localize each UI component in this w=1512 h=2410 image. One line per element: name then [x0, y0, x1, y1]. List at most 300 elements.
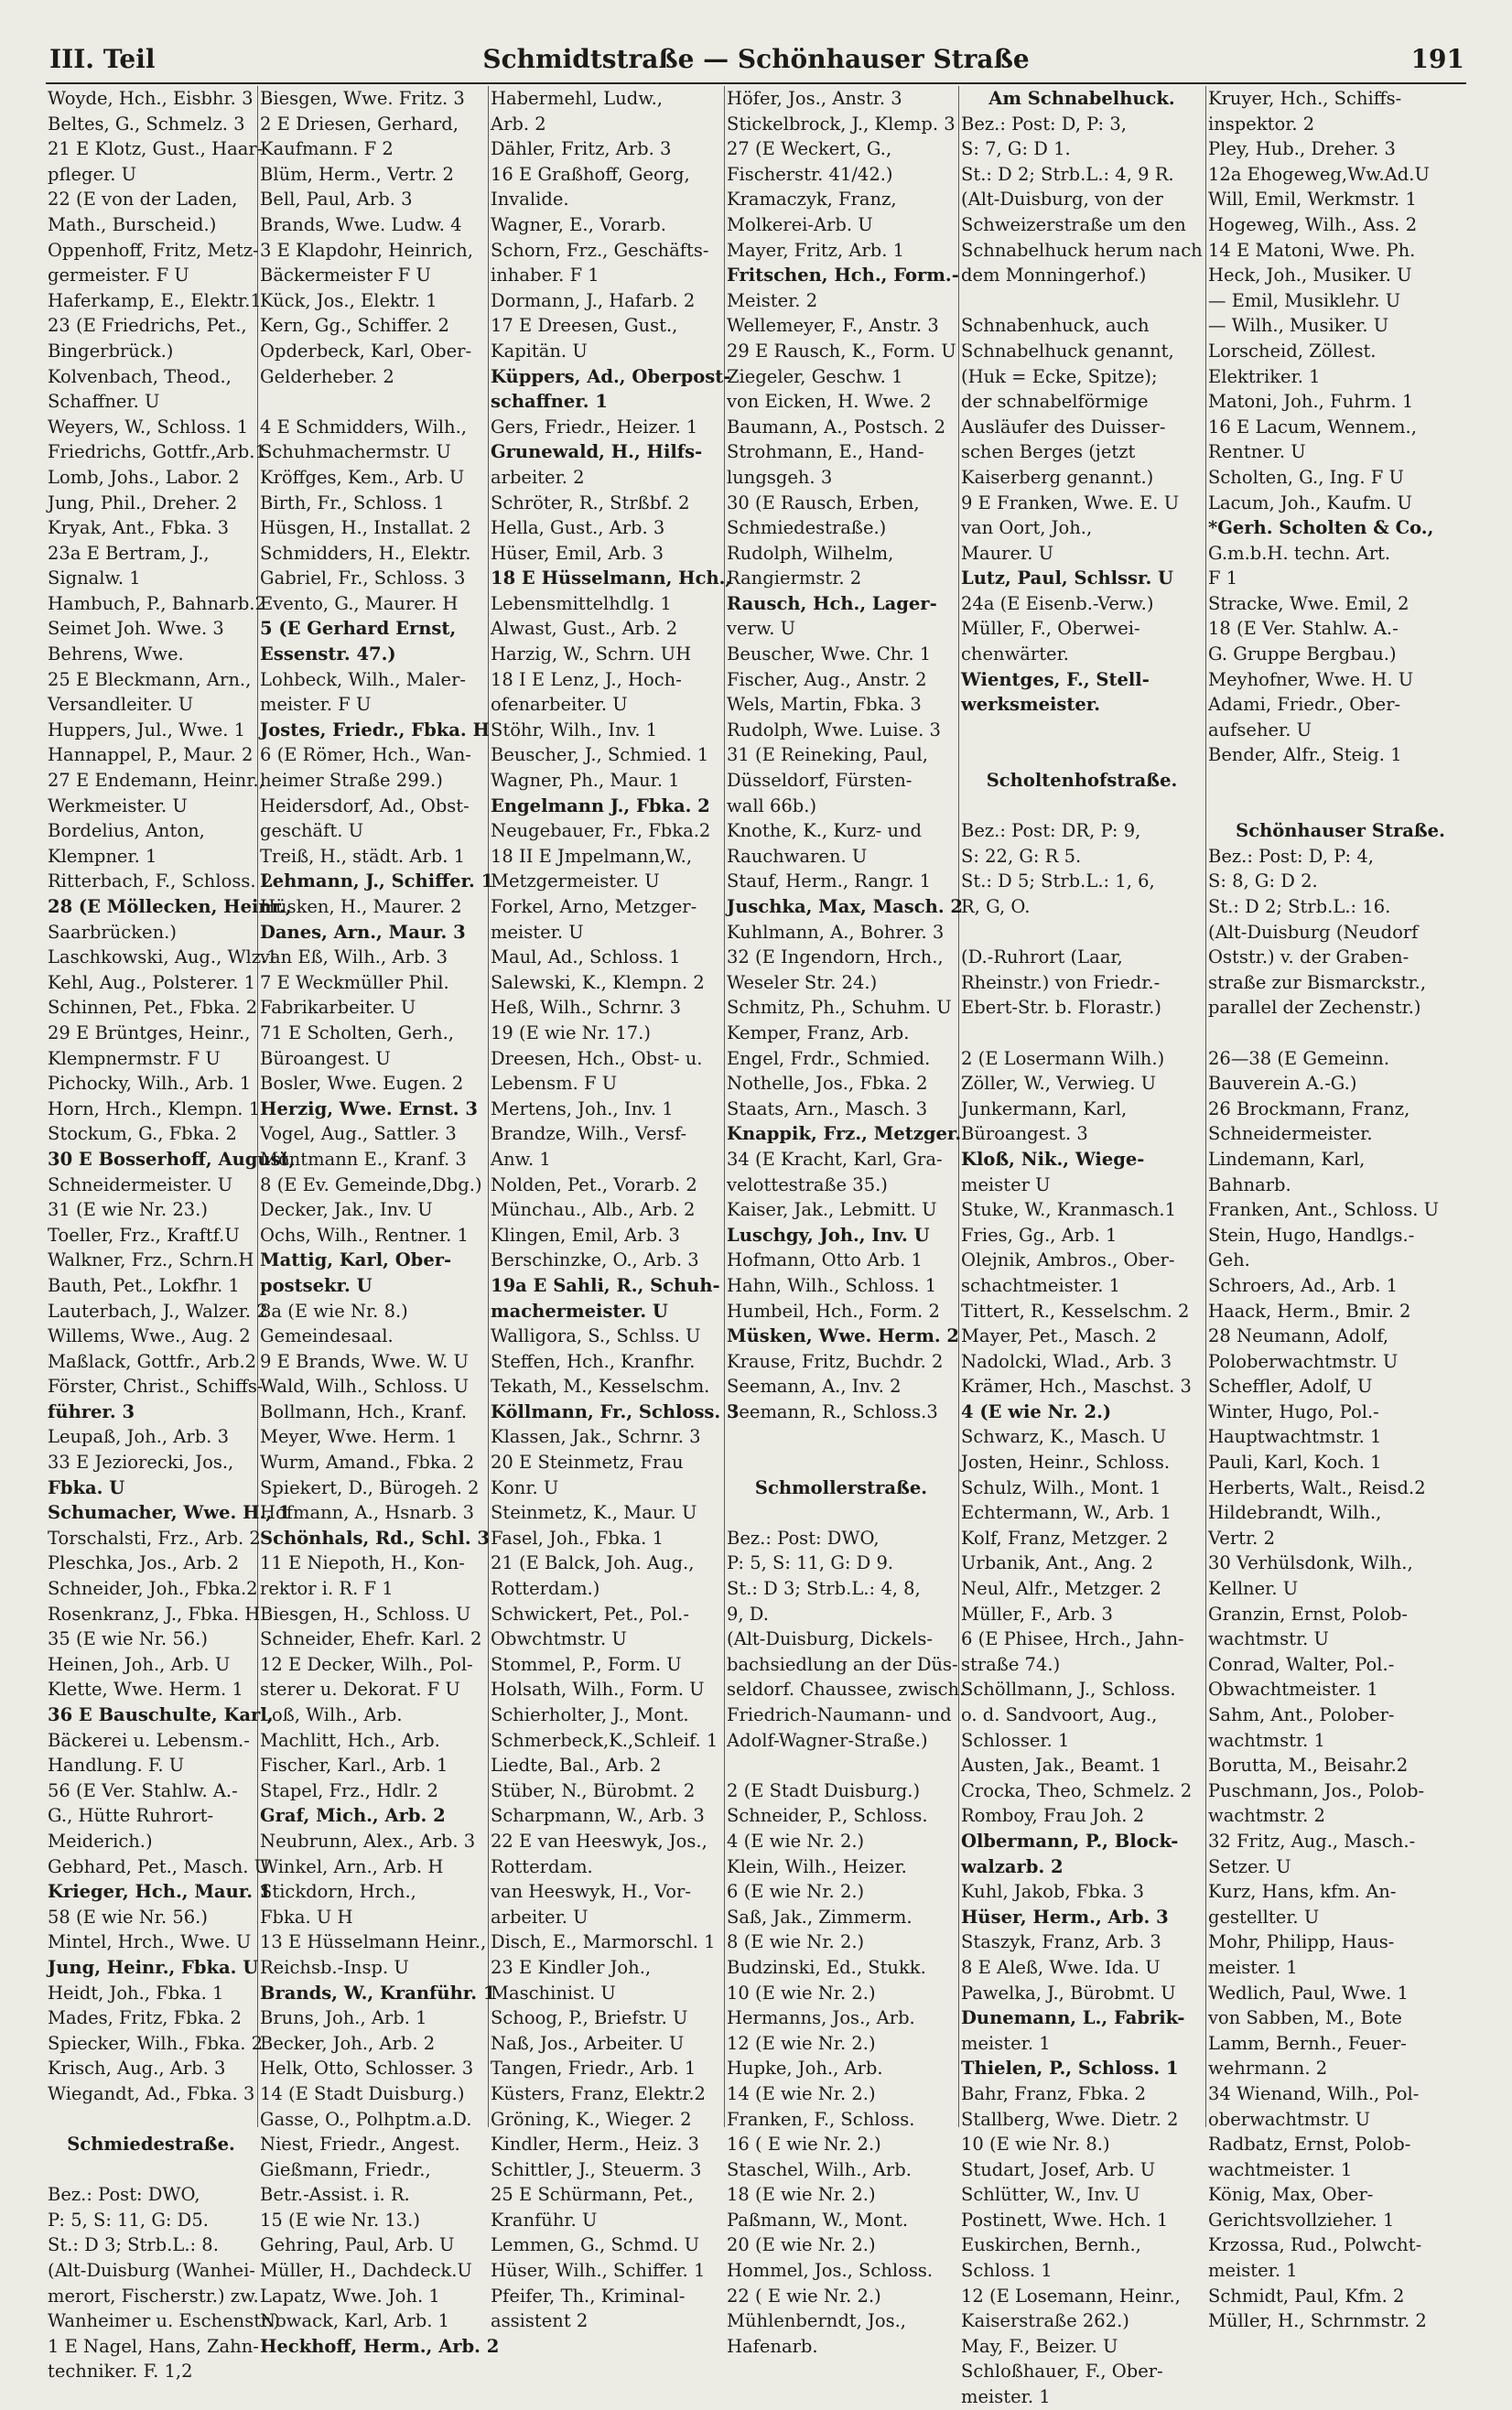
entry-line: Lamm, Bernh., Feuer-: [1208, 2032, 1407, 2054]
entry-line: Staschel, Wilh., Arb.: [727, 2158, 912, 2180]
entry-line: [1208, 768, 1473, 794]
entry-line: Baumann, A., Postsch. 2: [727, 416, 946, 438]
entry-line: Kapitän. U: [491, 340, 588, 362]
entry-line: Müsken, Wwe. Herm. 2: [727, 1325, 959, 1347]
entry-line: walzarb. 2: [961, 1855, 1064, 1877]
entry-line: Maurer. U: [961, 542, 1054, 564]
entry-line: seldorf. Chaussee, zwisch.: [727, 1679, 966, 1701]
entry-line: Wagner, Ph., Maur. 1: [491, 770, 680, 792]
entry-line: Stockum, G., Fbka. 2: [48, 1123, 237, 1145]
entry-line: Mayer, Fritz, Arb. 1: [727, 239, 905, 261]
entry-line: Höfer, Jos., Anstr. 3: [727, 88, 902, 109]
entry-line: 2 (E Stadt Duisburg.): [727, 1779, 921, 1801]
entry-line: Saarbrücken.): [48, 921, 177, 943]
entry-line: [961, 742, 1203, 768]
entry-line: Dormann, J., Hafarb. 2: [491, 289, 696, 311]
entry-line: chenwärter.: [961, 643, 1069, 665]
entry-line: Postinett, Wwe. Hch. 1: [961, 2209, 1169, 2231]
entry-line: meister. F U: [260, 694, 372, 716]
entry-line: Beuscher, J., Schmied. 1: [491, 744, 709, 766]
entry-line: 31 (E Reineking, Paul,: [727, 744, 928, 766]
entry-line: rektor i. R. F 1: [260, 1578, 394, 1600]
entry-line: Steffen, Hch., Kranfhr.: [491, 1350, 696, 1372]
entry-line: 1 E Nagel, Hans, Zahn-: [48, 2335, 259, 2357]
entry-line: Hüser, Herm., Arb. 3: [961, 1906, 1169, 1928]
entry-line: arbeiter. U: [491, 1906, 589, 1928]
entry-line: Oppenhoff, Fritz, Metz-: [48, 239, 259, 261]
entry-line: 6 (E Römer, Hch., Wan-: [260, 744, 471, 766]
entry-line: *Gerh. Scholten & Co.,: [1208, 517, 1434, 539]
entry-line: (Alt-Duisburg (Neudorf: [1208, 921, 1419, 943]
entry-line: Dunemann, L., Fabrik-: [961, 2007, 1185, 2029]
entry-line: St.: D 3; Strb.L.: 4, 8,: [727, 1578, 921, 1600]
entry-line: 23 (E Friedrichs, Pet.,: [48, 315, 247, 337]
entry-line: Lehmann, J., Schiffer. 1: [260, 870, 494, 892]
entry-line: Werkmeister. U: [48, 794, 188, 816]
entry-line: 20 (E wie Nr. 2.): [727, 2234, 876, 2256]
entry-line: Weyers, W., Schloss. 1: [48, 416, 249, 438]
entry-line: Müller, F., Arb. 3: [961, 1603, 1113, 1625]
entry-line: Bahr, Franz, Fbka. 2: [961, 2082, 1147, 2104]
entry-line: Bez.: Post: D, P: 3,: [961, 113, 1127, 135]
entry-line: — Emil, Musiklehr. U: [1208, 289, 1401, 311]
entry-line: Schnabelhuck genannt,: [961, 340, 1174, 362]
entry-line: Franken, Ant., Schloss. U: [1208, 1199, 1440, 1221]
entry-line: Luschgy, Joh., Inv. U: [727, 1224, 930, 1246]
entry-line: Gebhard, Pet., Masch. U: [48, 1855, 270, 1877]
entry-line: Hambuch, P., Bahnarb.2: [48, 592, 266, 614]
entry-line: 18 E Hüsselmann, Hch.,: [491, 567, 732, 589]
entry-line: Schneider, Ehefr. Karl. 2: [260, 1628, 482, 1650]
entry-line: Köllmann, Fr., Schloss. 3: [491, 1400, 740, 1422]
entry-line: Rotterdam.: [491, 1855, 593, 1877]
entry-line: Junkermann, Karl,: [961, 1097, 1128, 1119]
entry-line: Engel, Frdr., Schmied.: [727, 1047, 931, 1069]
entry-line: Lutz, Paul, Schlssr. U: [961, 567, 1174, 589]
page-number: 191: [1410, 44, 1464, 74]
entry-line: Rudolph, Wilhelm,: [727, 542, 894, 564]
entry-line: Heck, Joh., Musiker. U: [1208, 265, 1412, 286]
entry-line: Gröning, K., Wieger. 2: [491, 2108, 692, 2130]
entry-line: Alwast, Gust., Arb. 2: [491, 618, 678, 640]
entry-line: Disch, E., Marmorschl. 1: [491, 1931, 716, 1953]
directory-column-3: [489, 86, 740, 2332]
entry-line: Stüber, N., Bürobmt. 2: [491, 1779, 696, 1801]
entry-line: Kellner. U: [1208, 1578, 1299, 1600]
entry-line: Loß, Wilh., Arb.: [260, 1704, 403, 1725]
street-heading: Schönhauser Straße.: [1236, 820, 1445, 842]
entry-line: St.: D 5; Strb.L.: 1, 6,: [961, 870, 1155, 892]
entry-line: wachtmeister. 1: [1208, 2158, 1353, 2180]
entry-line: Zöller, W., Verwieg. U: [961, 1073, 1157, 1095]
entry-line: Schmidt, Paul, Kfm. 2: [1208, 2285, 1405, 2307]
entry-line: [727, 1424, 956, 1450]
entry-line: Gasse, O., Polhptm.a.D.: [260, 2108, 472, 2130]
entry-line: Kindler, Herm., Heiz. 3: [491, 2134, 700, 2156]
entry-line: Staats, Arn., Masch. 3: [727, 1097, 928, 1119]
entry-line: Bahnarb.: [1208, 1173, 1291, 1195]
entry-line: Hofmann, A., Hsnarb. 3: [260, 1502, 475, 1524]
entry-line: 8 (E Ev. Gemeinde,Dbg.): [260, 1173, 482, 1195]
entry-line: Obwachtmeister. 1: [1208, 1679, 1378, 1701]
entry-line: techniker. F. 1,2: [48, 2361, 193, 2383]
entry-line: Hofmann, Otto Arb. 1: [727, 1249, 923, 1271]
entry-line: G., Hütte Ruhrort-: [48, 1805, 214, 1827]
entry-line: Seemann, R., Schloss.3: [727, 1400, 938, 1422]
entry-line: Schinnen, Pet., Fbka. 2: [48, 997, 258, 1019]
entry-line: 16 E Graßhoff, Georg,: [491, 163, 690, 185]
entry-line: [1208, 794, 1473, 819]
entry-line: 2 (E Losermann Wilh.): [961, 1047, 1165, 1069]
entry-line: Kaiserstraße 262.): [961, 2310, 1129, 2332]
entry-line: Willems, Wwe., Aug. 2: [48, 1325, 251, 1347]
entry-line: meister. 1: [1208, 2260, 1298, 2282]
entry-line: Betr.-Assist. i. R.: [260, 2184, 410, 2206]
entry-line: Hupke, Joh., Arb.: [727, 2058, 883, 2080]
page-header: [46, 40, 1466, 84]
entry-line: Lorscheid, Zöllest.: [1208, 340, 1377, 362]
entry-line: Tittert, R., Kesselschm. 2: [961, 1300, 1190, 1322]
entry-line: Biesgen, Wwe. Fritz. 3: [260, 88, 465, 109]
directory-column-6: [1206, 86, 1475, 2332]
entry-line: 18 I E Lenz, J., Hoch-: [491, 668, 682, 690]
entry-line: Hogeweg, Wilh., Ass. 2: [1208, 213, 1418, 235]
street-heading: Am Schnabelhuck.: [988, 88, 1175, 109]
entry-line: Heß, Wilh., Schrnr. 3: [491, 997, 681, 1019]
entry-line: van Oort, Joh.,: [961, 517, 1093, 539]
entry-line: Engelmann J., Fbka. 2: [491, 794, 710, 816]
entry-line: Math., Burscheid.): [48, 213, 217, 235]
entry-line: Echtermann, W., Arb. 1: [961, 1502, 1172, 1524]
entry-line: Holsath, Wilh., Form. U: [491, 1679, 705, 1701]
entry-line: Schulz, Wilh., Mont. 1: [961, 1476, 1161, 1498]
entry-line: Granzin, Ernst, Polob-: [1208, 1603, 1409, 1625]
entry-line: Thielen, P., Schloss. 1: [961, 2058, 1179, 2080]
entry-line: Habermehl, Ludw.,: [491, 88, 663, 109]
entry-line: der schnabelförmige: [961, 391, 1149, 413]
entry-line: wall 66b.): [727, 794, 817, 816]
entry-line: Lindemann, Karl,: [1208, 1148, 1366, 1170]
entry-line: Bez.: Post: DWO,: [727, 1527, 880, 1549]
entry-line: Urbanik, Ant., Ang. 2: [961, 1552, 1153, 1574]
entry-line: Küppers, Ad., Oberpost-: [491, 365, 731, 387]
entry-line: Romboy, Frau Joh. 2: [961, 1805, 1145, 1827]
entry-line: von Eicken, H. Wwe. 2: [727, 391, 932, 413]
entry-line: Decker, Jak., Inv. U: [260, 1199, 433, 1221]
entry-line: meister. 1: [961, 2386, 1051, 2408]
entry-line: Lebensmittelhdlg. 1: [491, 592, 672, 614]
entry-line: Olbermann, P., Block-: [961, 1830, 1179, 1852]
entry-line: Salewski, K., Klempn. 2: [491, 971, 705, 993]
entry-line: 6 (E Phisee, Hrch., Jahn-: [961, 1628, 1184, 1650]
entry-line: Reichsb.-Insp. U: [260, 1956, 409, 1978]
entry-line: 9 E Franken, Wwe. E. U: [961, 492, 1180, 513]
entry-line: ofenarbeiter. U: [491, 694, 628, 716]
entry-line: Schaffner. U: [48, 391, 160, 413]
entry-line: heimer Straße 299.): [260, 770, 443, 792]
entry-line: 8a (E wie Nr. 8.): [260, 1300, 408, 1322]
entry-line: Steinmetz, K., Maur. U: [491, 1502, 697, 1524]
entry-line: Beltes, G., Schmelz. 3: [48, 113, 245, 135]
entry-line: Franken, F., Schloss.: [727, 2108, 915, 2130]
entry-line: Stallberg, Wwe. Dietr. 2: [961, 2108, 1179, 2130]
entry-line: 16 E Lacum, Wennem.,: [1208, 416, 1417, 438]
entry-line: Oststr.) v. der Graben-: [1208, 946, 1409, 968]
entry-line: schaffner. 1: [491, 391, 608, 413]
entry-line: Borutta, M., Beisahr.2: [1208, 1755, 1409, 1777]
entry-line: Kurz, Hans, kfm. An-: [1208, 1881, 1397, 1903]
entry-line: 7 E Weckmüller Phil.: [260, 971, 449, 993]
entry-line: Machlitt, Hch., Arb.: [260, 1729, 440, 1751]
entry-line: Schmerbeck,K.,Schleif. 1: [491, 1729, 718, 1751]
entry-line: Winkel, Arn., Arb. H: [260, 1855, 444, 1877]
entry-line: Müller, H., Schrnmstr. 2: [1208, 2310, 1427, 2332]
entry-line: Lauterbach, J., Walzer. 2: [48, 1300, 268, 1322]
entry-line: 12 (E Losemann, Heinr.,: [961, 2285, 1181, 2307]
entry-line: wehrmann. 2: [1208, 2058, 1328, 2080]
entry-line: Kröffges, Kem., Arb. U: [260, 466, 465, 488]
entry-line: R, G, O.: [961, 896, 1031, 917]
entry-line: P: 5, S: 11, G: D5.: [48, 2209, 209, 2231]
entry-line: Mayer, Pet., Masch. 2: [961, 1325, 1157, 1347]
entry-line: Bauth, Pet., Lokfhr. 1: [48, 1274, 240, 1296]
entry-line: 19 (E wie Nr. 17.): [491, 1021, 651, 1043]
entry-line: (Huk = Ecke, Spitze);: [961, 365, 1158, 387]
entry-line: 34 (E Kracht, Karl, Gra-: [727, 1148, 943, 1170]
entry-line: 12 E Decker, Wilh., Pol-: [260, 1653, 473, 1675]
entry-line: Kehl, Aug., Polsterer. 1: [48, 971, 256, 993]
entry-line: Vogel, Aug., Sattler. 3: [260, 1123, 457, 1145]
entry-line: Adolf-Wagner-Straße.): [727, 1729, 928, 1751]
entry-line: Nadolcki, Wlad., Arb. 3: [961, 1350, 1172, 1372]
entry-line: 30 (E Rausch, Erben,: [727, 492, 920, 513]
entry-line: Olejnik, Ambros., Ober-: [961, 1249, 1175, 1271]
entry-line: Mohr, Philipp, Haus-: [1208, 1931, 1395, 1953]
entry-line: Knappik, Frz., Metzger.: [727, 1123, 962, 1145]
entry-line: Wagner, E., Vorarb.: [491, 213, 666, 235]
entry-line: Rheinstr.) von Friedr.-: [961, 971, 1161, 993]
entry-line: 30 E Bosserhoff, August,: [48, 1148, 296, 1170]
entry-line: Krieger, Hch., Maur. 1: [48, 1881, 272, 1903]
entry-line: Puschmann, Jos., Polob-: [1208, 1779, 1425, 1801]
entry-line: meister. U: [491, 921, 584, 943]
entry-line: Lemmen, G., Schmd. U: [491, 2234, 700, 2256]
entry-line: Wellemeyer, F., Anstr. 3: [727, 315, 939, 337]
entry-line: St.: D 3; Strb.L.: 8.: [48, 2234, 219, 2256]
entry-line: Blüm, Herm., Vertr. 2: [260, 163, 454, 185]
entry-line: Berschinzke, O., Arb. 3: [491, 1249, 699, 1271]
entry-line: Schorn, Frz., Geschäfts-: [491, 239, 709, 261]
entry-line: 29 E Brüntges, Heinr.,: [48, 1021, 251, 1043]
entry-line: Münchau., Alb., Arb. 2: [491, 1199, 696, 1221]
entry-line: Schuhmachermstr. U: [260, 441, 451, 463]
entry-line: Kolvenbach, Theod.,: [48, 365, 232, 387]
entry-line: Harzig, W., Schrn. UH: [491, 643, 692, 665]
entry-line: Hüsgen, H., Installat. 2: [260, 517, 471, 539]
entry-line: 12 (E wie Nr. 2.): [727, 2032, 876, 2054]
entry-line: Schneidermeister. U: [48, 1173, 233, 1195]
entry-line: Ebert-Str. b. Florastr.): [961, 997, 1161, 1019]
entry-line: Heinen, Joh., Arb. U: [48, 1653, 231, 1675]
entry-line: Krisch, Aug., Arb. 3: [48, 2058, 226, 2080]
entry-line: Juschka, Max, Masch. 2: [727, 896, 963, 917]
entry-line: Stracke, Wwe. Emil, 2: [1208, 592, 1409, 614]
entry-line: [727, 1450, 956, 1475]
entry-line: 14 (E wie Nr. 2.): [727, 2082, 876, 2104]
entry-line: 14 E Matoni, Wwe. Ph.: [1208, 239, 1416, 261]
entry-line: Wientges, F., Stell-: [961, 668, 1150, 690]
entry-line: Wedlich, Paul, Wwe. 1: [1208, 1982, 1409, 2004]
entry-line: Handlung. F. U: [48, 1755, 185, 1777]
entry-line: [961, 718, 1203, 743]
entry-line: Hüsken, H., Maurer. 2: [260, 896, 462, 917]
entry-line: Mintel, Hrch., Wwe. U: [48, 1931, 252, 1953]
entry-line: meister U: [961, 1173, 1051, 1195]
entry-line: Bender, Alfr., Steig. 1: [1208, 744, 1402, 766]
entry-line: von Sabben, M., Bote: [1208, 2007, 1402, 2029]
entry-line: Horn, Hrch., Klempn. 1: [48, 1097, 261, 1119]
entry-line: Scheffler, Adolf, U: [1208, 1376, 1373, 1398]
entry-line: sterer u. Dekorat. F U: [260, 1679, 460, 1701]
entry-line: Nolden, Pet., Vorarb. 2: [491, 1173, 697, 1195]
entry-line: dem Monningerhof.): [961, 265, 1147, 286]
entry-line: Pleschka, Jos., Arb. 2: [48, 1552, 240, 1574]
entry-line: Herzig, Wwe. Ernst. 3: [260, 1097, 478, 1119]
entry-line: 18 (E wie Nr. 2.): [727, 2184, 876, 2206]
directory-column-2: [258, 86, 500, 2357]
entry-line: Gießmann, Friedr.,: [260, 2158, 431, 2180]
entry-line: Klein, Wilh., Heizer.: [727, 1855, 907, 1877]
entry-line: Paßmann, W., Mont.: [727, 2209, 909, 2231]
entry-line: Brands, Wwe. Ludw. 4: [260, 213, 462, 235]
entry-line: Treiß, H., städt. Arb. 1: [260, 845, 466, 867]
entry-line: [260, 389, 485, 415]
entry-line: 58 (E wie Nr. 56.): [48, 1906, 208, 1928]
entry-line: Bingerbrück.): [48, 340, 174, 362]
entry-line: Kuhl, Jakob, Fbka. 3: [961, 1881, 1145, 1903]
entry-line: 33 E Jeziorecki, Jos.,: [48, 1452, 234, 1474]
entry-line: Neubrunn, Alex., Arb. 3: [260, 1830, 476, 1852]
entry-line: 13 E Hüsselmann Heinr.,: [260, 1931, 487, 1953]
entry-line: Krämer, Hch., Maschst. 3: [961, 1376, 1192, 1398]
entry-line: inhaber. F 1: [491, 265, 599, 286]
entry-line: Gelderheber. 2: [260, 365, 394, 387]
entry-line: Anw. 1: [491, 1148, 551, 1170]
entry-line: Schmiedestraße.): [727, 517, 887, 539]
entry-line: Brands, W., Kranführ. 1: [260, 1982, 496, 2004]
entry-line: Bez.: Post: DR, P: 9,: [961, 820, 1141, 842]
entry-line: 28 Neumann, Adolf,: [1208, 1325, 1389, 1347]
directory-column-5: [959, 86, 1206, 2408]
entry-line: Kolf, Franz, Metzger. 2: [961, 1527, 1169, 1549]
entry-line: Schroers, Ad., Arb. 1: [1208, 1274, 1399, 1296]
entry-line: Brandze, Wilh., Versf-: [491, 1123, 687, 1145]
street-range: Schmidtstraße — Schönhauser Straße: [482, 44, 1030, 74]
entry-line: Schittler, J., Steuerm. 3: [491, 2158, 702, 2180]
entry-line: pfleger. U: [48, 163, 137, 185]
entry-line: Kramaczyk, Franz,: [727, 189, 897, 211]
entry-line: [1208, 1021, 1473, 1046]
entry-line: 2 E Driesen, Gerhard,: [260, 113, 459, 135]
entry-line: Winter, Hugo, Pol.-: [1208, 1400, 1379, 1422]
entry-line: Bordelius, Anton,: [48, 820, 205, 842]
entry-line: Klassen, Jak., Schrnr. 3: [491, 1426, 701, 1448]
entry-line: 34 Wienand, Wilh., Pol-: [1208, 2082, 1420, 2104]
entry-line: Neul, Alfr., Metzger. 2: [961, 1578, 1161, 1600]
entry-line: Ausläufer des Duisser-: [961, 416, 1166, 438]
street-heading: Scholtenhofstraße.: [986, 770, 1178, 792]
entry-line: velottestraße 35.): [727, 1173, 888, 1195]
entry-line: wachtmstr. U: [1208, 1628, 1329, 1650]
entry-line: Stapel, Frz., Hdlr. 2: [260, 1779, 438, 1801]
entry-line: 20 E Steinmetz, Frau: [491, 1452, 684, 1474]
entry-line: Danes, Arn., Maur. 3: [260, 921, 466, 943]
entry-line: Spiecker, Wilh., Fbka. 2: [48, 2032, 264, 2054]
entry-line: Tangen, Friedr., Arb. 1: [491, 2058, 697, 2080]
entry-line: Hafenarb.: [727, 2335, 818, 2357]
entry-line: Bell, Paul, Arb. 3: [260, 189, 413, 211]
entry-line: Stein, Hugo, Handlgs.-: [1208, 1224, 1415, 1246]
entry-line: Klempner. 1: [48, 845, 157, 867]
entry-line: Müller, F., Oberwei-: [961, 618, 1140, 640]
entry-line: Schumacher, Wwe. H., 1: [48, 1502, 291, 1524]
entry-line: 24a (E Eisenb.-Verw.): [961, 592, 1154, 614]
entry-line: Wald, Wilh., Schloss. U: [260, 1376, 470, 1398]
entry-line: May, F., Beizer. U: [961, 2335, 1118, 2357]
entry-line: parallel der Zechenstr.): [1208, 997, 1421, 1019]
entry-line: Müller, H., Dachdeck.U: [260, 2260, 472, 2282]
entry-line: Schweizerstraße um den: [961, 213, 1186, 235]
entry-line: meister. 1: [961, 2032, 1051, 2054]
entry-line: [961, 1021, 1203, 1046]
entry-line: Düsseldorf, Fürsten-: [727, 770, 913, 792]
entry-line: Schneider, P., Schloss.: [727, 1805, 928, 1827]
entry-line: Invalide.: [491, 189, 569, 211]
entry-line: Schneidermeister.: [1208, 1123, 1373, 1145]
entry-line: [961, 288, 1203, 314]
entry-line: Austen, Jak., Beamt. 1: [961, 1755, 1162, 1777]
entry-line: Mattig, Karl, Ober-: [260, 1249, 452, 1271]
entry-line: Vertr. 2: [1208, 1527, 1275, 1549]
entry-line: F 1: [1208, 567, 1238, 589]
entry-line: schen Berges (jetzt: [961, 441, 1136, 463]
entry-line: 32 (E Ingendorn, Hrch.,: [727, 946, 944, 968]
entry-line: arbeiter. 2: [491, 466, 585, 488]
entry-line: Schlütter, W., Inv. U: [961, 2184, 1140, 2206]
entry-line: Schloss. 1: [961, 2260, 1053, 2282]
entry-line: Klingen, Emil, Arb. 3: [491, 1224, 680, 1246]
entry-line: 25 E Bleckmann, Arn.,: [48, 668, 252, 690]
entry-line: Friedrich-Naumann- und: [727, 1704, 952, 1725]
entry-line: bachsiedlung an der Düs-: [727, 1653, 958, 1675]
entry-line: assistent 2: [491, 2310, 589, 2332]
entry-line: S: 22, G: R 5.: [961, 845, 1082, 867]
entry-line: — Wilh., Musiker. U: [1208, 315, 1389, 337]
entry-line: Birth, Fr., Schloss. 1: [260, 492, 445, 513]
entry-line: Scharpmann, W., Arb. 3: [491, 1805, 705, 1827]
entry-line: Kranführ. U: [491, 2209, 598, 2231]
entry-line: Radbatz, Ernst, Polob-: [1208, 2134, 1411, 2156]
directory-column-1: [46, 86, 296, 2383]
entry-line: Förster, Christ., Schiffs-: [48, 1376, 264, 1398]
entry-line: Essenstr. 47.): [260, 643, 396, 665]
entry-line: Saß, Jak., Zimmerm.: [727, 1906, 913, 1928]
entry-line: Möntmann E., Kranf. 3: [260, 1148, 467, 1170]
entry-line: Hella, Gust., Arb. 3: [491, 517, 665, 539]
entry-line: Hermanns, Jos., Arb.: [727, 2007, 915, 2029]
entry-line: Walligora, S., Schlss. U: [491, 1325, 701, 1347]
entry-line: Lacum, Joh., Kaufm. U: [1208, 492, 1412, 513]
